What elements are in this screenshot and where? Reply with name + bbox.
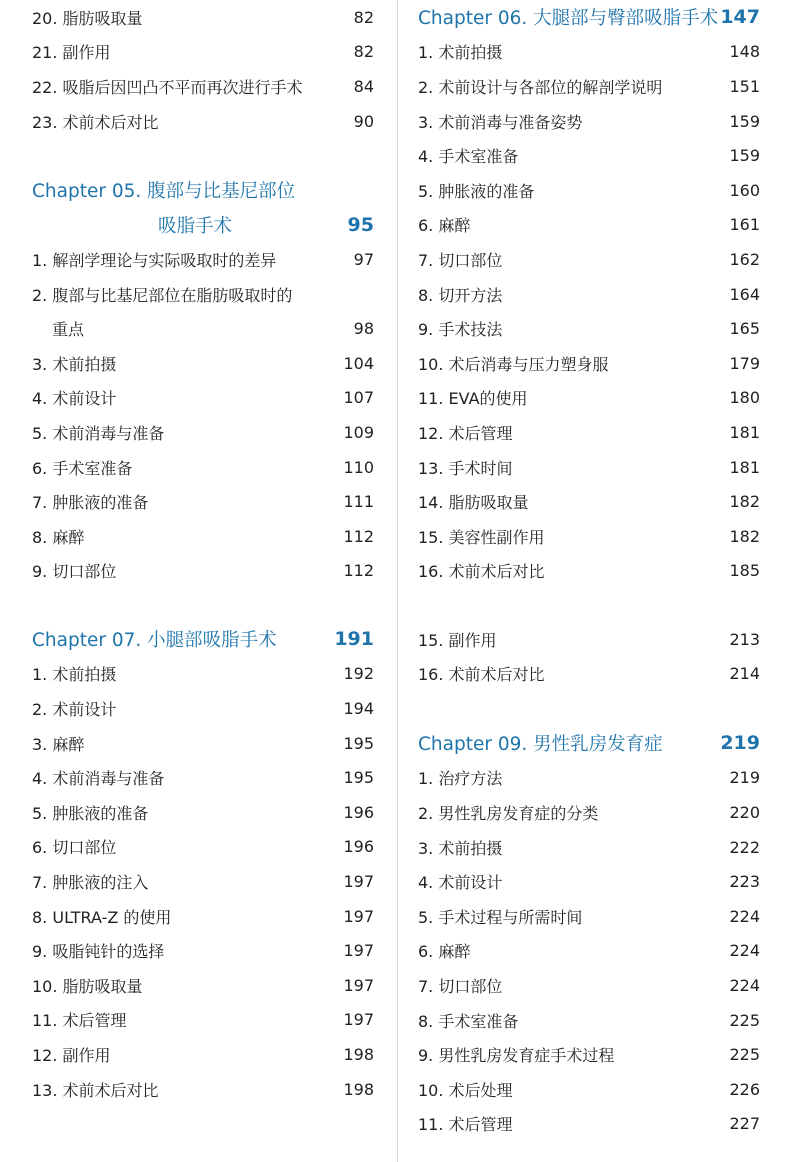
- entry-label: 8. 麻醉: [32, 527, 85, 547]
- entry-label: 1. 术前拍摄: [32, 665, 117, 685]
- toc-entry[interactable]: [418, 484, 760, 519]
- chapter-06-heading[interactable]: [418, 0, 760, 35]
- entry-label: 5. 肿胀液的准备: [418, 181, 535, 201]
- toc-entry[interactable]: [32, 346, 374, 381]
- entry-page: 213: [729, 629, 760, 649]
- toc-entry[interactable]: [32, 760, 374, 795]
- chapter-05-heading[interactable]: [32, 173, 374, 208]
- entry-label: 4. 术前设计: [418, 873, 503, 893]
- chapter-05-heading-line2[interactable]: [32, 208, 374, 243]
- entry-page: 97: [353, 249, 374, 269]
- toc-entry[interactable]: [418, 554, 760, 589]
- entry-label: 16. 术前术后对比: [418, 665, 545, 685]
- entry-page: 181: [729, 422, 760, 442]
- chapter-page: 191: [334, 628, 374, 651]
- entry-page: 104: [343, 353, 374, 373]
- toc-entry[interactable]: [418, 381, 760, 416]
- entry-label: 23. 术前术后对比: [32, 112, 159, 132]
- toc-entry[interactable]: [418, 864, 760, 899]
- entry-label: 7. 切口部位: [418, 976, 503, 996]
- entry-page: 223: [729, 872, 760, 892]
- toc-entry[interactable]: [32, 35, 374, 70]
- chapter-09-section: [418, 726, 760, 1141]
- toc-entry[interactable]: [418, 104, 760, 139]
- entry-label: 9. 手术技法: [418, 320, 503, 340]
- entry-label: 2. 术前设计: [32, 699, 117, 719]
- entry-label: 4. 手术室准备: [418, 147, 519, 167]
- chapter-07-heading[interactable]: [32, 622, 374, 657]
- toc-entry[interactable]: [32, 933, 374, 968]
- toc-entry[interactable]: [32, 1003, 374, 1038]
- toc-entry[interactable]: [32, 1072, 374, 1107]
- entry-page: 111: [343, 492, 374, 512]
- toc-entry[interactable]: [32, 450, 374, 485]
- toc-entry[interactable]: [32, 242, 374, 277]
- entry-page: 197: [343, 941, 374, 961]
- entry-label: 9. 切口部位: [32, 562, 117, 582]
- toc-entry[interactable]: [32, 104, 374, 139]
- entry-label: 3. 麻醉: [32, 734, 85, 754]
- toc-entry[interactable]: [418, 415, 760, 450]
- toc-entry[interactable]: [418, 35, 760, 70]
- toc-entry[interactable]: [32, 657, 374, 692]
- toc-entry[interactable]: [32, 726, 374, 761]
- toc-entry[interactable]: [32, 830, 374, 865]
- entry-page: 214: [729, 664, 760, 684]
- entry-page: 112: [343, 526, 374, 546]
- toc-entry[interactable]: [32, 864, 374, 899]
- entry-page: 159: [729, 146, 760, 166]
- entry-label: 11. EVA的使用: [418, 389, 528, 409]
- toc-entry[interactable]: [32, 0, 374, 35]
- entry-label: 16. 术前术后对比: [418, 562, 545, 582]
- entry-label: 22. 吸脂后因凹凸不平而再次进行手术: [32, 77, 303, 97]
- entry-label: 5. 手术过程与所需时间: [418, 907, 583, 927]
- toc-entry[interactable]: [418, 795, 760, 830]
- toc-entry[interactable]: [418, 934, 760, 969]
- entry-label: 重点: [52, 320, 85, 340]
- toc-entry[interactable]: [32, 69, 374, 104]
- entry-label: 9. 男性乳房发育症手术过程: [418, 1046, 615, 1066]
- entry-label: 13. 手术时间: [418, 458, 513, 478]
- entry-page: 82: [353, 7, 374, 27]
- entry-page: 222: [729, 837, 760, 857]
- chapter-09-heading[interactable]: [418, 726, 760, 761]
- entry-label: 2. 男性乳房发育症的分类: [418, 803, 599, 823]
- entry-label: 12. 术后管理: [418, 423, 513, 443]
- entry-label: 1. 治疗方法: [418, 769, 503, 789]
- entry-page: 84: [353, 76, 374, 96]
- entry-page: 194: [343, 698, 374, 718]
- toc-entry[interactable]: [418, 1107, 760, 1142]
- entry-label: 7. 切口部位: [418, 250, 503, 270]
- entry-label: 6. 麻醉: [418, 942, 471, 962]
- entry-label: 7. 肿胀液的准备: [32, 493, 149, 513]
- entry-page: 185: [729, 561, 760, 581]
- toc-entry[interactable]: [418, 830, 760, 865]
- entry-page: 165: [729, 319, 760, 339]
- entry-label: 10. 脂肪吸取量: [32, 976, 143, 996]
- entry-label: 5. 肿胀液的准备: [32, 803, 149, 823]
- chapter-page: 95: [347, 213, 374, 236]
- entry-page: 90: [353, 111, 374, 131]
- toc-entry[interactable]: [418, 69, 760, 104]
- entry-page: 224: [729, 941, 760, 961]
- toc-entry[interactable]: [418, 277, 760, 312]
- entry-label: 4. 术前消毒与准备: [32, 769, 165, 789]
- entry-page: 224: [729, 906, 760, 926]
- chapter-title: Chapter 09. 男性乳房发育症: [418, 734, 663, 756]
- toc-entry[interactable]: [418, 1003, 760, 1038]
- toc-entry[interactable]: [32, 415, 374, 450]
- chapter-06-section: [418, 0, 760, 588]
- entry-label: 6. 切口部位: [32, 838, 117, 858]
- entry-page: 159: [729, 111, 760, 131]
- entry-label: 3. 术前消毒与准备姿势: [418, 112, 583, 132]
- toc-entry[interactable]: [32, 519, 374, 554]
- entry-label: 10. 术后消毒与压力塑身服: [418, 354, 609, 374]
- entry-page: 197: [343, 1010, 374, 1030]
- toc-entry[interactable]: [32, 795, 374, 830]
- entry-page: 110: [343, 457, 374, 477]
- toc-entry[interactable]: [32, 554, 374, 589]
- chapter-07-section: [32, 622, 374, 1106]
- entry-label: 15. 副作用: [418, 630, 497, 650]
- right-mid-list: [418, 622, 760, 691]
- entry-page: 179: [729, 353, 760, 373]
- entry-page: 98: [353, 319, 374, 339]
- chapter-page: 219: [720, 732, 760, 755]
- entry-label: 12. 副作用: [32, 1045, 111, 1065]
- toc-entry[interactable]: [418, 242, 760, 277]
- entry-page: 226: [729, 1079, 760, 1099]
- toc-entry[interactable]: [32, 899, 374, 934]
- entry-page: 107: [343, 388, 374, 408]
- entry-label: 8. 手术室准备: [418, 1011, 519, 1031]
- chapter-05-section: [32, 173, 374, 588]
- entry-page: 225: [729, 1045, 760, 1065]
- entry-page: 181: [729, 457, 760, 477]
- chapter-title: Chapter 06. 大腿部与臀部吸脂手术: [418, 8, 719, 30]
- entry-label: 7. 肿胀液的注入: [32, 872, 149, 892]
- toc-entry[interactable]: [418, 761, 760, 796]
- toc-entry[interactable]: [32, 277, 374, 312]
- toc-entry[interactable]: [32, 311, 374, 346]
- toc-entry[interactable]: [32, 484, 374, 519]
- entry-label: 11. 术后管理: [418, 1115, 513, 1135]
- toc-entry[interactable]: [418, 450, 760, 485]
- chapter-title: Chapter 05. 腹部与比基尼部位: [32, 181, 296, 203]
- chapter-page: 147: [720, 6, 760, 29]
- entry-label: 13. 术前术后对比: [32, 1080, 159, 1100]
- toc-entry[interactable]: [32, 691, 374, 726]
- entry-page: 227: [729, 1114, 760, 1134]
- entry-page: 196: [343, 802, 374, 822]
- entry-label: 11. 术后管理: [32, 1011, 127, 1031]
- entry-page: 192: [343, 664, 374, 684]
- entry-page: 196: [343, 837, 374, 857]
- entry-label: 1. 解剖学理论与实际吸取时的差异: [32, 250, 277, 270]
- toc-entry[interactable]: [32, 1037, 374, 1072]
- entry-label: 9. 吸脂钝针的选择: [32, 942, 165, 962]
- toc-entry[interactable]: [418, 519, 760, 554]
- entry-page: 161: [729, 215, 760, 235]
- entry-label: 21. 副作用: [32, 43, 111, 63]
- entry-page: 180: [729, 388, 760, 408]
- entry-label: 3. 术前拍摄: [32, 354, 117, 374]
- entry-page: 151: [729, 76, 760, 96]
- toc-entry[interactable]: [418, 311, 760, 346]
- chapter-title: Chapter 07. 小腿部吸脂手术: [32, 630, 277, 652]
- entry-page: 197: [343, 871, 374, 891]
- entry-label: 6. 麻醉: [418, 216, 471, 236]
- toc-entry[interactable]: [418, 657, 760, 692]
- entry-label: 5. 术前消毒与准备: [32, 423, 165, 443]
- toc-entry[interactable]: [418, 138, 760, 173]
- toc-entry[interactable]: [418, 1072, 760, 1107]
- entry-page: 182: [729, 526, 760, 546]
- toc-entry[interactable]: [32, 381, 374, 416]
- entry-page: 164: [729, 284, 760, 304]
- entry-label: 8. ULTRA-Z 的使用: [32, 907, 172, 927]
- entry-page: 112: [343, 561, 374, 581]
- entry-label: 8. 切开方法: [418, 285, 503, 305]
- entry-label: 1. 术前拍摄: [418, 43, 503, 63]
- entry-page: 220: [729, 802, 760, 822]
- toc-entry[interactable]: [418, 1037, 760, 1072]
- entry-page: 219: [729, 768, 760, 788]
- entry-page: 182: [729, 492, 760, 512]
- toc-entry[interactable]: [418, 622, 760, 657]
- chapter-title-cont: 吸脂手术: [158, 215, 233, 237]
- entry-label: 6. 手术室准备: [32, 458, 133, 478]
- entry-label: 2. 术前设计与各部位的解剖学说明: [418, 77, 663, 97]
- entry-page: 195: [343, 768, 374, 788]
- entry-page: 195: [343, 733, 374, 753]
- entry-label: 4. 术前设计: [32, 389, 117, 409]
- toc-entry[interactable]: [418, 968, 760, 1003]
- entry-page: 197: [343, 906, 374, 926]
- entry-page: 109: [343, 422, 374, 442]
- toc-entry[interactable]: [418, 173, 760, 208]
- entry-label: 15. 美容性副作用: [418, 527, 545, 547]
- entry-page: 162: [729, 249, 760, 269]
- toc-entry[interactable]: [32, 968, 374, 1003]
- entry-page: 224: [729, 975, 760, 995]
- entry-label: 2. 腹部与比基尼部位在脂肪吸取时的: [32, 285, 293, 305]
- entry-page: 82: [353, 42, 374, 62]
- column-divider: [397, 0, 398, 1162]
- entry-page: 148: [729, 42, 760, 62]
- toc-entry[interactable]: [418, 346, 760, 381]
- entry-page: 225: [729, 1010, 760, 1030]
- entry-label: 10. 术后处理: [418, 1080, 513, 1100]
- entry-page: 198: [343, 1079, 374, 1099]
- entry-label: 3. 术前拍摄: [418, 838, 503, 858]
- entry-label: 20. 脂肪吸取量: [32, 8, 143, 28]
- toc-entry[interactable]: [418, 208, 760, 243]
- entry-label: 14. 脂肪吸取量: [418, 493, 529, 513]
- entry-page: 197: [343, 975, 374, 995]
- toc-entry[interactable]: [418, 899, 760, 934]
- left-top-list: [32, 0, 374, 138]
- entry-page: 160: [729, 180, 760, 200]
- entry-page: 198: [343, 1044, 374, 1064]
